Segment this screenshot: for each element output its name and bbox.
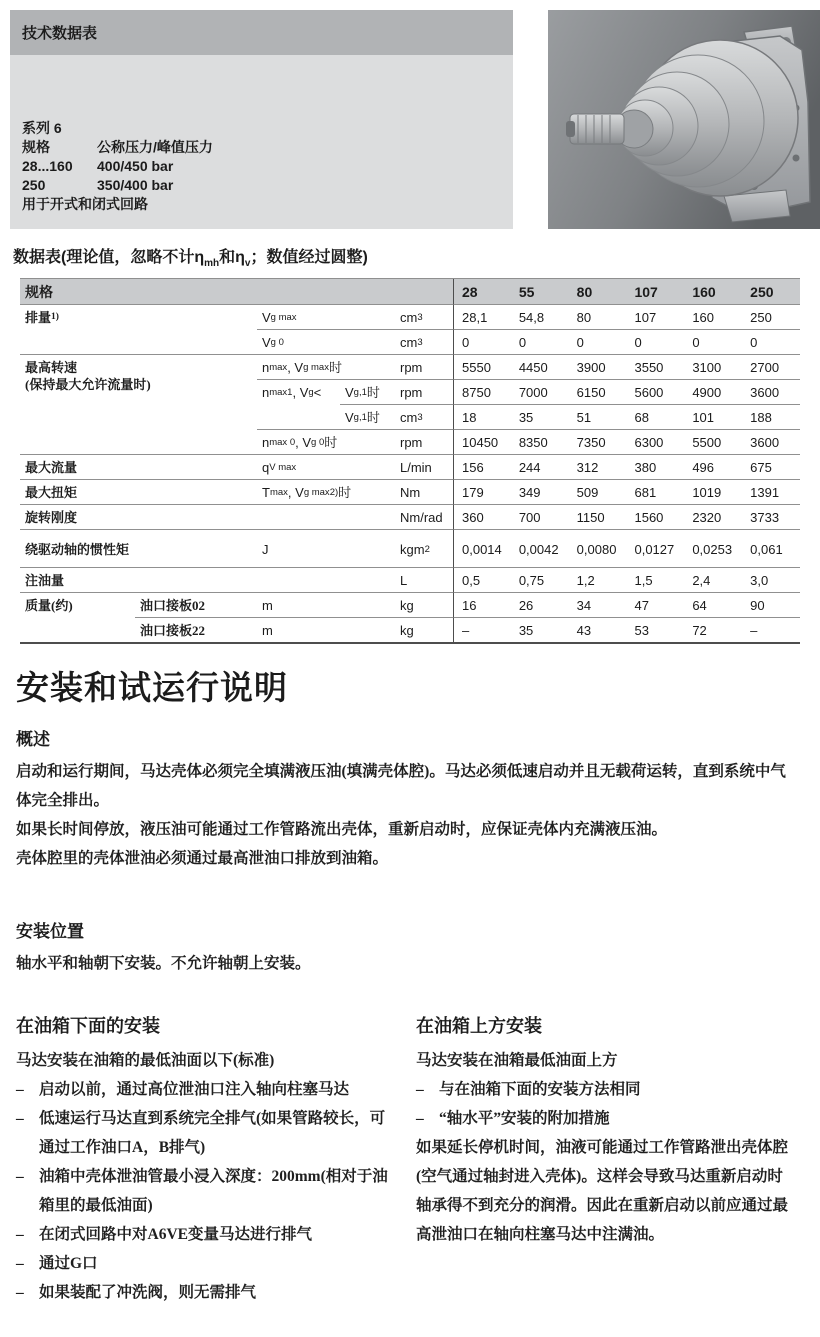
cell-value: 156 [453, 454, 511, 479]
cell-value: 3733 [742, 504, 800, 529]
cell-value: 5500 [684, 429, 742, 454]
row-symbol: V g 0 [257, 329, 340, 354]
cell-value: 1,5 [626, 567, 684, 592]
cell-value: 1150 [569, 504, 627, 529]
table-header-spec: 规格 [25, 283, 53, 300]
row-symbol: T max , V g max 2) 时 [257, 479, 340, 504]
row-label: 排量 1) [20, 304, 135, 329]
row-label [20, 429, 135, 454]
circuit-note: 用于开式和闭式回路 [22, 196, 148, 212]
list-item [16, 1104, 394, 1162]
cell-value: 0 [684, 329, 742, 354]
row-label [20, 617, 135, 642]
cell-value: 0,0080 [569, 529, 627, 567]
overview-paragraph: 壳体腔里的壳体泄油必须通过最高泄油口排放到油箱。 [16, 850, 389, 868]
cell-value: 2700 [742, 354, 800, 393]
cell-value: 34 [569, 592, 627, 617]
row-label: 最大扭矩 [20, 479, 135, 504]
cell-value: 0,0042 [511, 529, 569, 567]
list-item-text: – 低速运行马达直到系统完全排气(如果管路较长，可通过工作油口A，B排气) [39, 1110, 386, 1157]
table-header-col: 107 [634, 283, 658, 300]
row-label [20, 404, 135, 429]
pressure-col-header: 公称压力/峰值压力 [97, 139, 213, 155]
row-symbol: m [257, 592, 340, 617]
row-unit: rpm [395, 354, 453, 393]
cell-value: 35 [511, 404, 569, 429]
table-header-col: 80 [576, 283, 593, 300]
cell-value: 54,8 [511, 304, 569, 329]
cell-value: 107 [626, 304, 684, 329]
list-item-text: – 在闭式回路中对A6VE变量马达进行排气 [39, 1226, 312, 1244]
above-tank-note: 如果延长停机时间，油液可能通过工作管路泄出壳体腔(空气通过轴封进入壳体)。这样会导致马达重新启动时轴承得不到充分的润滑。因此在重新启动以前应通过最高泄油口在轴向柱塞马达中注满油。 [416, 1139, 789, 1244]
cell-value: 681 [626, 479, 684, 504]
table-row [20, 404, 800, 429]
axial-piston-motor-illustration [548, 10, 820, 229]
cell-value: 4900 [684, 379, 742, 404]
table-row [20, 567, 800, 592]
row-unit: Nm [395, 479, 453, 504]
cell-value: 380 [626, 454, 684, 479]
cell-value: 1560 [626, 504, 684, 529]
hero-spec-block [10, 55, 513, 214]
list-item [16, 1278, 394, 1307]
cell-value: 0,0253 [684, 529, 742, 567]
table-header-col: 28 [453, 279, 511, 304]
row-unit: kgm 2 [395, 529, 453, 567]
cell-value: 188 [742, 404, 800, 429]
row-sublabel [135, 529, 257, 567]
table-title: 数据表(理论值，忽略不计$\eta_{mh}$和$\eta_v$；数值经过圆整) [13, 249, 368, 270]
page-title: 技术数据表 [22, 25, 98, 42]
row-symbol [257, 567, 340, 592]
cell-value: 0 [569, 329, 627, 354]
row-sublabel [135, 304, 257, 329]
cell-value: 250 [742, 304, 800, 329]
row-symbol: J [257, 529, 340, 567]
pressure-value: 350/400 bar [97, 177, 174, 193]
cell-value: 1019 [684, 479, 742, 504]
cell-value: 0,75 [511, 567, 569, 592]
row-sublabel [135, 479, 257, 504]
cell-value: 16 [453, 592, 511, 617]
cell-value: 72 [684, 617, 742, 642]
row-symbol [257, 504, 340, 529]
row-nested [340, 567, 395, 592]
spec-value: 250 [22, 177, 46, 193]
instructions-heading: 安装和试运行说明 [16, 669, 288, 707]
row-unit: cm 3 [395, 404, 453, 429]
row-symbol: n max 0 , V g 0 时 [257, 429, 340, 454]
table-header-col: 250 [750, 283, 774, 300]
row-label: 质量(约) [20, 592, 135, 617]
cell-value: 6150 [569, 379, 627, 404]
list-item-text: – “轴水平”安装的附加措施 [439, 1110, 610, 1128]
hero-gray-box [10, 10, 513, 229]
overview-paragraph: 如果长时间停放，液压油可能通过工作管路流出壳体，重新启动时，应保证壳体内充满液压油。 [16, 821, 668, 839]
below-tank-lead: 马达安装在油箱的最低油面以下(标准) [16, 1052, 275, 1070]
list-item [16, 1075, 394, 1104]
list-item-text: – 油箱中壳体泄油管最小浸入深度：200mm(相对于油箱里的最低油面) [39, 1168, 388, 1215]
position-heading: 安装位置 [16, 922, 84, 942]
table-row [20, 454, 800, 479]
row-symbol: n max , V g max 时 [257, 354, 340, 393]
above-tank-column [416, 1012, 794, 1307]
cell-value: 28,1 [453, 304, 511, 329]
cell-value: 0 [453, 329, 511, 354]
cell-value: 5550 [453, 354, 511, 393]
position-text: 轴水平和轴朝下安装。不允许轴朝上安装。 [16, 955, 311, 973]
table-row [20, 304, 800, 329]
table-row [20, 617, 800, 642]
spec-table [20, 278, 800, 644]
table-header-col: 55 [518, 283, 535, 300]
table-row [20, 429, 800, 454]
cell-value: 0,5 [453, 567, 511, 592]
instructions-section [0, 662, 820, 1337]
cell-value: 3550 [626, 354, 684, 393]
row-unit: L/min [395, 454, 453, 479]
list-item [16, 1249, 394, 1278]
row-sublabel [135, 567, 257, 592]
row-symbol: V g max [257, 304, 340, 329]
row-nested [340, 304, 395, 329]
row-nested [340, 592, 395, 617]
cell-value: 1,2 [569, 567, 627, 592]
row-nested [340, 529, 395, 567]
cell-value: 244 [511, 454, 569, 479]
list-item [416, 1104, 794, 1133]
list-item [16, 1162, 394, 1220]
cell-value: 35 [511, 617, 569, 642]
cell-value: 0 [742, 329, 800, 354]
cell-value: 80 [569, 304, 627, 329]
row-sublabel: 油口接板22 [135, 617, 257, 642]
row-unit: L [395, 567, 453, 592]
cell-value: 3900 [569, 354, 627, 393]
table-row [20, 504, 800, 529]
install-columns [16, 1012, 800, 1307]
table-row [20, 379, 800, 404]
row-sublabel [135, 404, 257, 429]
row-label [20, 379, 135, 404]
cell-value: 349 [511, 479, 569, 504]
pressure-value: 400/450 bar [97, 158, 174, 174]
spec-value: 28...160 [22, 158, 73, 174]
row-label: 旋转刚度 [20, 504, 135, 529]
table-header-col: 160 [692, 283, 716, 300]
row-nested [340, 329, 395, 354]
cell-value: 0,061 [742, 529, 800, 567]
cell-value: 47 [626, 592, 684, 617]
cell-value: 18 [453, 404, 511, 429]
cell-value: 26 [511, 592, 569, 617]
table-row [20, 529, 800, 567]
row-unit: rpm [395, 379, 453, 404]
list-item-text: – 如果装配了冲洗阀，则无需排气 [39, 1284, 257, 1302]
above-tank-lead: 马达安装在油箱最低油面上方 [416, 1052, 618, 1070]
row-nested: V g,1 时 [340, 404, 395, 429]
row-nested [340, 479, 395, 504]
spec-header-row [22, 138, 513, 157]
row-nested [340, 504, 395, 529]
cell-value: 51 [569, 404, 627, 429]
hero-title-bar [10, 10, 513, 55]
list-item-text: – 通过G口 [39, 1255, 98, 1273]
cell-value: 53 [626, 617, 684, 642]
cell-value: 5600 [626, 379, 684, 404]
list-item-text: – 启动以前，通过高位泄油口注入轴向柱塞马达 [39, 1081, 350, 1099]
cell-value: 312 [569, 454, 627, 479]
cell-value: 8750 [453, 379, 511, 404]
row-unit: Nm/rad [395, 504, 453, 529]
cell-value: 0 [511, 329, 569, 354]
cell-value: 509 [569, 479, 627, 504]
row-symbol: m [257, 617, 340, 642]
cell-value: 3100 [684, 354, 742, 393]
cell-value: – [453, 617, 511, 642]
list-item-text: – 与在油箱下面的安装方法相同 [439, 1081, 641, 1099]
cell-value: 68 [626, 404, 684, 429]
row-nested [340, 617, 395, 642]
cell-value: 10450 [453, 429, 511, 454]
hero-section [0, 0, 820, 229]
cell-value: 3600 [742, 429, 800, 454]
cell-value: 7000 [511, 379, 569, 404]
cell-value: 3600 [742, 379, 800, 404]
cell-value: 2,4 [684, 567, 742, 592]
spec-col-header: 规格 [22, 139, 50, 155]
row-nested: V g,1 时 [340, 379, 395, 404]
cell-value: 0,0014 [453, 529, 511, 567]
below-tank-heading: 在油箱下面的安装 [16, 1016, 160, 1037]
cell-value: 675 [742, 454, 800, 479]
overview-heading: 概述 [16, 730, 50, 750]
list-item [416, 1075, 794, 1104]
cell-value: 0 [626, 329, 684, 354]
cell-value: 90 [742, 592, 800, 617]
row-symbol [257, 404, 340, 429]
row-sublabel [135, 379, 257, 404]
above-tank-heading: 在油箱上方安装 [416, 1016, 542, 1037]
row-label [20, 329, 135, 354]
row-nested [340, 454, 395, 479]
cell-value: 4450 [511, 354, 569, 393]
row-unit: kg [395, 617, 453, 642]
cell-value: 101 [684, 404, 742, 429]
spec-row [22, 176, 513, 195]
row-label: 注油量 [20, 567, 135, 592]
row-sublabel: 油口接板02 [135, 592, 257, 617]
list-item [16, 1220, 394, 1249]
cell-value: 43 [569, 617, 627, 642]
cell-value: – [742, 617, 800, 642]
row-label: 最大流量 [20, 454, 135, 479]
below-tank-column [16, 1012, 394, 1307]
table-row [20, 329, 800, 354]
row-unit: rpm [395, 429, 453, 454]
row-unit: kg [395, 592, 453, 617]
cell-value: 64 [684, 592, 742, 617]
cell-value: 160 [684, 304, 742, 329]
overview-section [16, 725, 800, 873]
product-photo [548, 10, 820, 229]
row-sublabel [135, 329, 257, 354]
series-label: 系列 6 [22, 120, 62, 136]
overview-paragraph: 启动和运行期间，马达壳体必须完全填满液压油(填满壳体腔)。马达必须低速启动并且无载荷运转，直到系统中气体完全排出。 [16, 763, 786, 810]
row-sublabel [135, 504, 257, 529]
row-symbol: n max1 , V g < [257, 379, 340, 404]
cell-value: 360 [453, 504, 511, 529]
cell-value: 3,0 [742, 567, 800, 592]
row-unit: cm 3 [395, 329, 453, 354]
cell-value: 8350 [511, 429, 569, 454]
cell-value: 0,0127 [626, 529, 684, 567]
row-label: 最高转速 (保持最大允许流量时) [20, 354, 135, 393]
table-row [20, 592, 800, 617]
row-symbol: q V max [257, 454, 340, 479]
cell-value: 1391 [742, 479, 800, 504]
spec-row [22, 157, 513, 176]
cell-value: 6300 [626, 429, 684, 454]
position-section [16, 917, 800, 978]
cell-value: 700 [511, 504, 569, 529]
row-label: 绕驱动轴的惯性矩 [20, 529, 135, 567]
cell-value: 496 [684, 454, 742, 479]
cell-value: 179 [453, 479, 511, 504]
table-row [20, 479, 800, 504]
row-sublabel [135, 454, 257, 479]
cell-value: 2320 [684, 504, 742, 529]
row-sublabel [135, 429, 257, 454]
row-nested [340, 429, 395, 454]
cell-value: 7350 [569, 429, 627, 454]
table-header-row [20, 278, 800, 304]
row-unit: cm 3 [395, 304, 453, 329]
